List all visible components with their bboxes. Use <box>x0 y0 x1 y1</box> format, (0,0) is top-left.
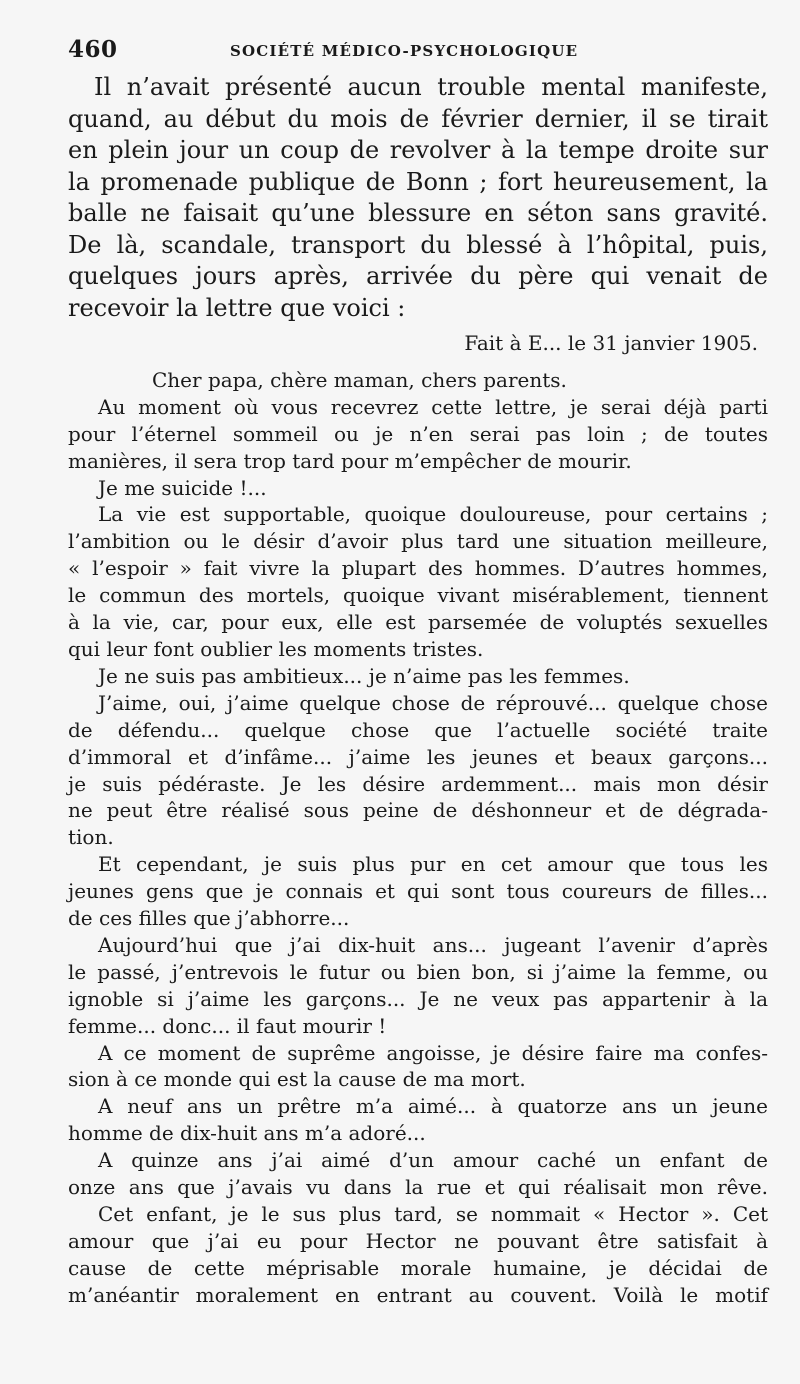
letter-line: manières, il sera trop tard pour m’empêcher de mourir. <box>68 448 632 473</box>
body-text <box>68 72 768 1309</box>
letter-line: de défendu... quelque chose que l’actuelle société traite <box>68 717 768 742</box>
letter-line: ignoble si j’aime les garçons... Je ne veux pas appartenir à la <box>68 986 768 1011</box>
letter-line: amour que j’ai eu pour Hector ne pouvant être satisfait à <box>68 1228 768 1253</box>
intro-line: la promenade publique de Bonn ; fort heureusement, la <box>68 167 768 196</box>
letter-line: ne peut être réalisé sous peine de déshonneur et de dégrada- <box>68 798 768 823</box>
letter-line: Cet enfant, je le sus plus tard, se nommait « Hector ». Cet <box>98 1202 768 1226</box>
letter-line: de ces filles que j’abhorre... <box>68 906 350 931</box>
letter-line: à la vie, car, pour eux, elle est parsemée de voluptés sexuelles <box>68 610 768 635</box>
letter-salutation: Cher papa, chère maman, chers parents. <box>152 367 567 392</box>
letter-line: Je me suicide !... <box>98 475 267 500</box>
letter-line: J’aime, oui, j’aime quelque chose de réprouvé... quelque chose <box>98 690 768 715</box>
letter-dateline: Fait à E... le 31 janvier 1905. <box>464 331 758 355</box>
letter-line: Et cependant, je suis plus pur en cet amour que tous les <box>98 852 768 877</box>
letter-line: qui leur font oublier les moments tristes. <box>68 636 484 661</box>
letter-line: le commun des mortels, quoique vivant misérablement, tiennent <box>68 583 768 608</box>
letter-line: cause de cette méprisable morale humaine, je décidai de <box>68 1255 768 1280</box>
letter-line: femme... donc... il faut mourir ! <box>68 1013 387 1038</box>
letter-line: tion. <box>68 825 114 850</box>
letter-line: le passé, j’entrevois le futur ou bien bon, si j’aime la femme, ou <box>68 959 768 984</box>
intro-line: en plein jour un coup de revolver à la tempe droite sur <box>68 136 768 164</box>
intro-line: Il n’avait présenté aucun trouble mental manifeste, <box>94 73 768 101</box>
page-number: 460 <box>68 36 118 63</box>
letter-line: sion à ce monde qui est la cause de ma mort. <box>68 1067 526 1092</box>
letter-line: jeunes gens que je connais et qui sont tous coureurs de filles... <box>68 879 768 904</box>
letter-line: m’anéantir moralement en entrant au couvent. Voilà le motif <box>68 1282 768 1307</box>
letter-line: A neuf ans un prêtre m’a aimé... à quatorze ans un jeune <box>98 1094 768 1119</box>
letter-line: A quinze ans j’ai aimé d’un amour caché un enfant de <box>98 1148 768 1173</box>
letter-line: je suis pédéraste. Je les désire ardemment... mais mon désir <box>68 771 768 796</box>
letter-line: A ce moment de suprême angoisse, je désire faire ma confes- <box>98 1040 768 1065</box>
intro-line: quelques jours après, arrivée du père qui venait de <box>68 262 768 290</box>
running-head: SOCIÉTÉ MÉDICO-PSYCHOLOGIQUE <box>230 42 579 60</box>
intro-paragraph <box>68 72 768 324</box>
letter <box>68 330 768 1309</box>
page-header <box>68 36 760 66</box>
letter-line: « l’espoir » fait vivre la plupart des hommes. D’autres hommes, <box>68 556 768 581</box>
letter-line: onze ans que j’avais vu dans la rue et qui réalisait mon rêve. <box>68 1175 768 1200</box>
letter-line: La vie est supportable, quoique douloureuse, pour certains ; <box>98 502 768 527</box>
intro-line: quand, au début du mois de février dernier, il se tirait <box>68 104 768 133</box>
letter-line: Je ne suis pas ambitieux... je n’aime pas les femmes. <box>98 663 630 688</box>
letter-line: Aujourd’hui que j’ai dix-huit ans... jugeant l’avenir d’après <box>98 932 768 957</box>
letter-line: d’immoral et d’infâme... j’aime les jeunes et beaux garçons... <box>68 744 768 769</box>
intro-line: De là, scandale, transport du blessé à l’hôpital, puis, <box>68 230 768 259</box>
letter-line: pour l’éternel sommeil ou je n’en serai pas loin ; de toutes <box>68 421 768 446</box>
letter-line: l’ambition ou le désir d’avoir plus tard une situation meilleure, <box>68 529 768 554</box>
intro-line: recevoir la lettre que voici : <box>68 293 406 322</box>
letter-line: Au moment où vous recevrez cette lettre, je serai déjà parti <box>98 394 768 419</box>
intro-line: balle ne faisait qu’une blessure en séton sans gravité. <box>68 199 768 227</box>
letter-line: homme de dix-huit ans m’a adoré... <box>68 1121 426 1146</box>
